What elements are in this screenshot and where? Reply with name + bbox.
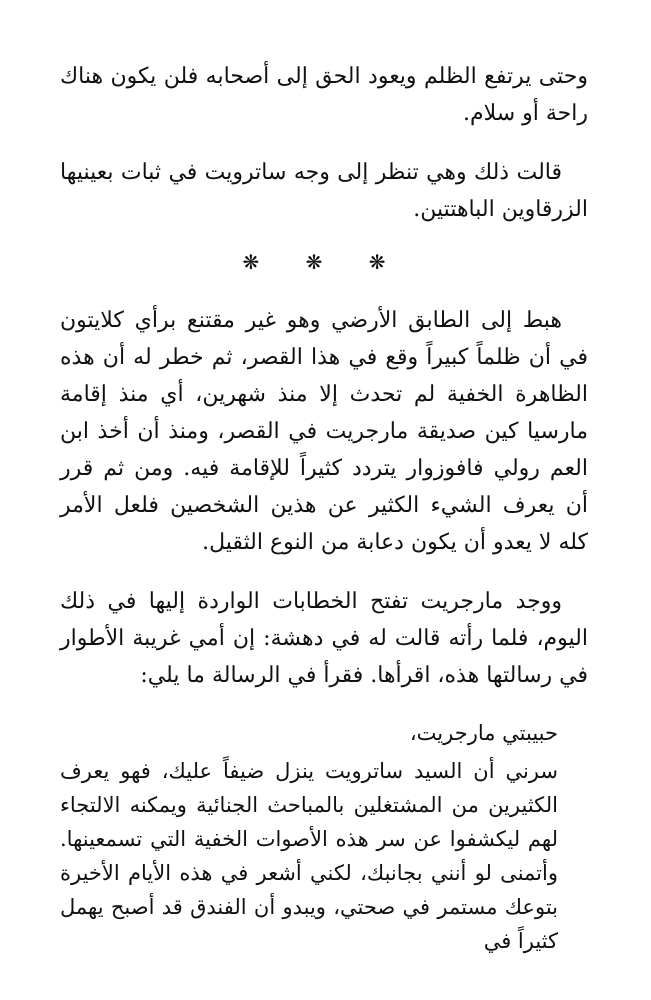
paragraph: هبط إلى الطابق الأرضي وهو غير مقتنع برأي كلايتون في أن ظلماً كبيراً وقع في هذا القصر، ثم خطر له أن هذه الظاهرة الخفية لم تحدث إلا منذ شهرين، أي منذ إقامة مارسيا كين صديقة مارجريت في القصر، ومنذ أن أخذ ابن العم رولي فافوزوار يتردد كثيراً للإقامة فيه. ومن ثم قرر أن يعرف الشيء الكثير عن هذين الشخصين فلعل الأمر كله لا يعدو أن يكون دعابة من النوع الثقيل. (60, 308, 588, 555)
quoted-letter (60, 716, 558, 958)
letter-greeting: حبيبتي مارجريت، (409, 721, 558, 745)
paragraph: قالت ذلك وهي تنظر إلى وجه ساترويت في ثبات بعينيها الزرقاوين الباهتتين. (60, 160, 588, 222)
paragraph: وحتى يرتفع الظلم ويعود الحق إلى أصحابه فلن يكون هناك راحة أو سلام. (60, 64, 588, 126)
section-separator: ❋ ❋ ❋ (242, 250, 406, 274)
book-page (60, 58, 588, 958)
letter-body: سرني أن السيد ساترويت ينزل ضيفاً عليك، فهو يعرف الكثيرين من المشتغلين بالمباحث الجنائية ويمكنه الالتجاء لهم ليكشفوا عن سر هذه الأصوات الخفية التي تسمعينها. وأتمنى لو أنني بجانبك، لكني أشعر في هذه الأيام الأخيرة بتوعك مستمر في صحتي، ويبدو أن الفندق قد أصبح يهمل كثيراً في (60, 759, 558, 953)
paragraph: ووجد مارجريت تفتح الخطابات الواردة إليها في ذلك اليوم، فلما رأته قالت له في دهشة: إن أمي غريبة الأطوار في رسالتها هذه، اقرأها. فقرأ في الرسالة ما يلي: (60, 589, 588, 688)
